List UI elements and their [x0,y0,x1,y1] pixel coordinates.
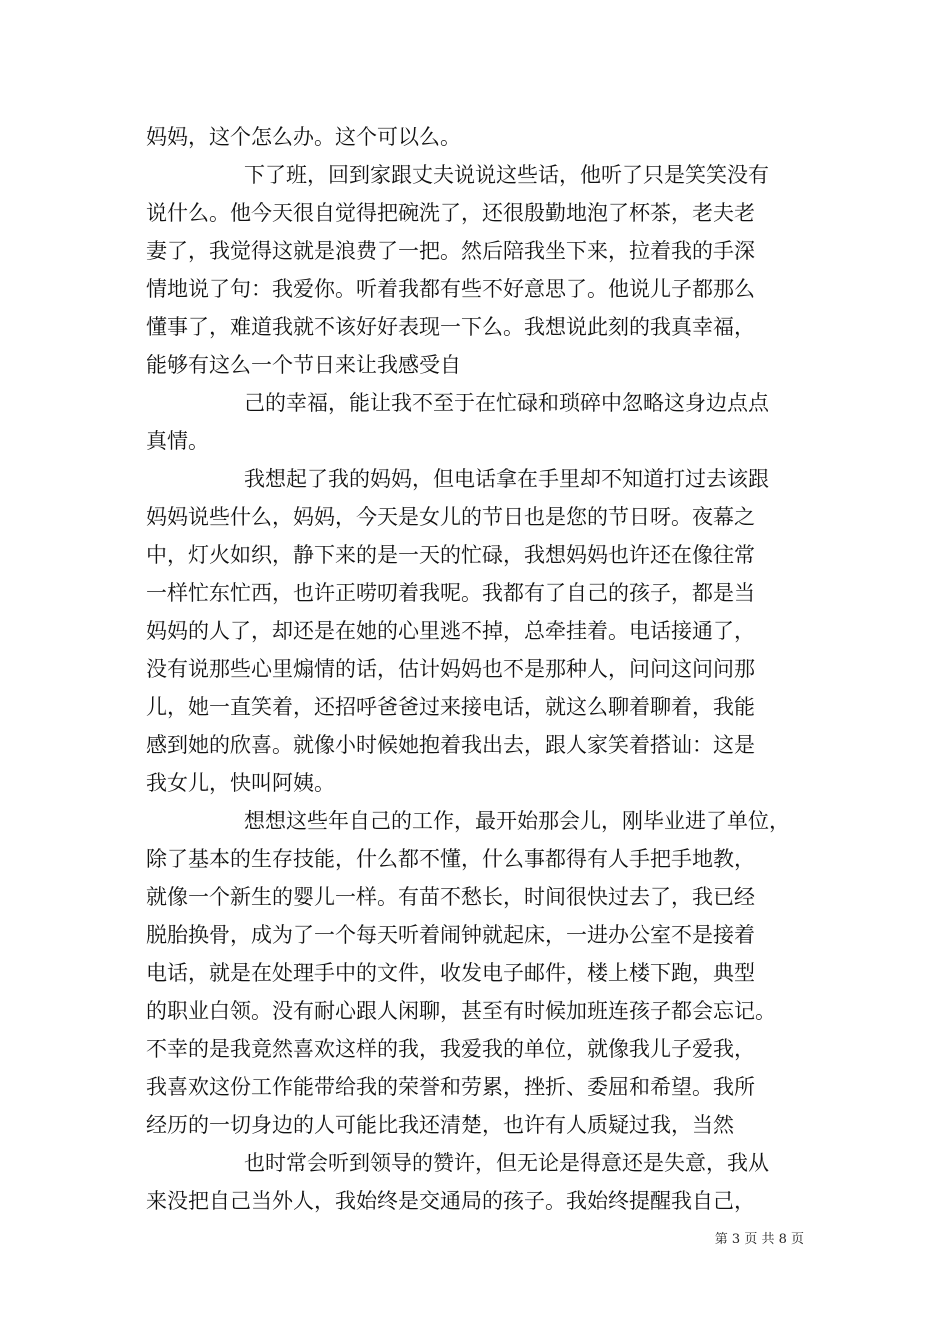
text-line: 的职业白领。没有耐心跟人闲聊，甚至有时候加班连孩子都会忘记。 [146,999,776,1023]
text-line: 不幸的是我竟然喜欢这样的我，我爱我的单位，就像我儿子爱我， [146,1037,755,1061]
text-line: 真情。 [146,429,209,453]
text-line: 经历的一切身边的人可能比我还清楚，也许有人质疑过我，当然 [146,1113,734,1137]
text-line: 中，灯火如织，静下来的是一天的忙碌，我想妈妈也许还在像往常 [146,543,755,567]
text-line: 己的幸福，能让我不至于在忙碌和琐碎中忽略这身边点点 [244,391,769,415]
text-line: 除了基本的生存技能，什么都不懂，什么事都得有人手把手地教， [146,847,755,871]
text-line: 妈妈的人了，却还是在她的心里逃不掉，总牵挂着。电话接通了， [146,619,755,643]
text-line: 下了班，回到家跟丈夫说说这些话，他听了只是笑笑没有 [244,163,769,187]
text-line: 妈妈说些什么，妈妈，今天是女儿的节日也是您的节日呀。夜幕之 [146,505,755,529]
text-line: 儿，她一直笑着，还招呼爸爸过来接电话，就这么聊着聊着，我能 [146,695,755,719]
body-text [146,118,810,1220]
page-number-footer: 第 3 页 共 8 页 [714,1232,804,1247]
text-line: 我想起了我的妈妈，但电话拿在手里却不知道打过去该跟 [244,467,769,491]
text-line: 说什么。他今天很自觉得把碗洗了，还很殷勤地泡了杯茶，老夫老 [146,201,755,225]
text-line: 妈妈，这个怎么办。这个可以么。 [146,125,461,149]
text-line: 我女儿，快叫阿姨。 [146,771,335,795]
text-line: 我喜欢这份工作能带给我的荣誉和劳累，挫折、委屈和希望。我所 [146,1075,755,1099]
text-line: 电话，就是在处理手中的文件，收发电子邮件，楼上楼下跑，典型 [146,961,755,985]
text-line: 来没把自己当外人，我始终是交通局的孩子。我始终提醒我自己， [146,1189,755,1213]
text-line: 能够有这么一个节日来让我感受自 [146,353,461,377]
text-line: 脱胎换骨，成为了一个每天听着闹钟就起床，一进办公室不是接着 [146,923,755,947]
text-line: 就像一个新生的婴儿一样。有苗不愁长，时间很快过去了，我已经 [146,885,755,909]
text-line: 一样忙东忙西，也许正唠叨着我呢。我都有了自己的孩子，都是当 [146,581,755,605]
text-line: 妻了，我觉得这就是浪费了一把。然后陪我坐下来，拉着我的手深 [146,239,755,263]
text-line: 情地说了句：我爱你。听着我都有些不好意思了。他说儿子都那么 [146,277,755,301]
text-line: 懂事了，难道我就不该好好表现一下么。我想说此刻的我真幸福， [146,315,755,339]
text-line: 也时常会听到领导的赞许，但无论是得意还是失意，我从 [244,1151,769,1175]
text-line: 想想这些年自己的工作，最开始那会儿，刚毕业进了单位， [244,809,790,833]
text-line: 感到她的欣喜。就像小时候她抱着我出去，跟人家笑着搭讪：这是 [146,733,755,757]
text-line: 没有说那些心里煽情的话，估计妈妈也不是那种人，问问这问问那 [146,657,755,681]
